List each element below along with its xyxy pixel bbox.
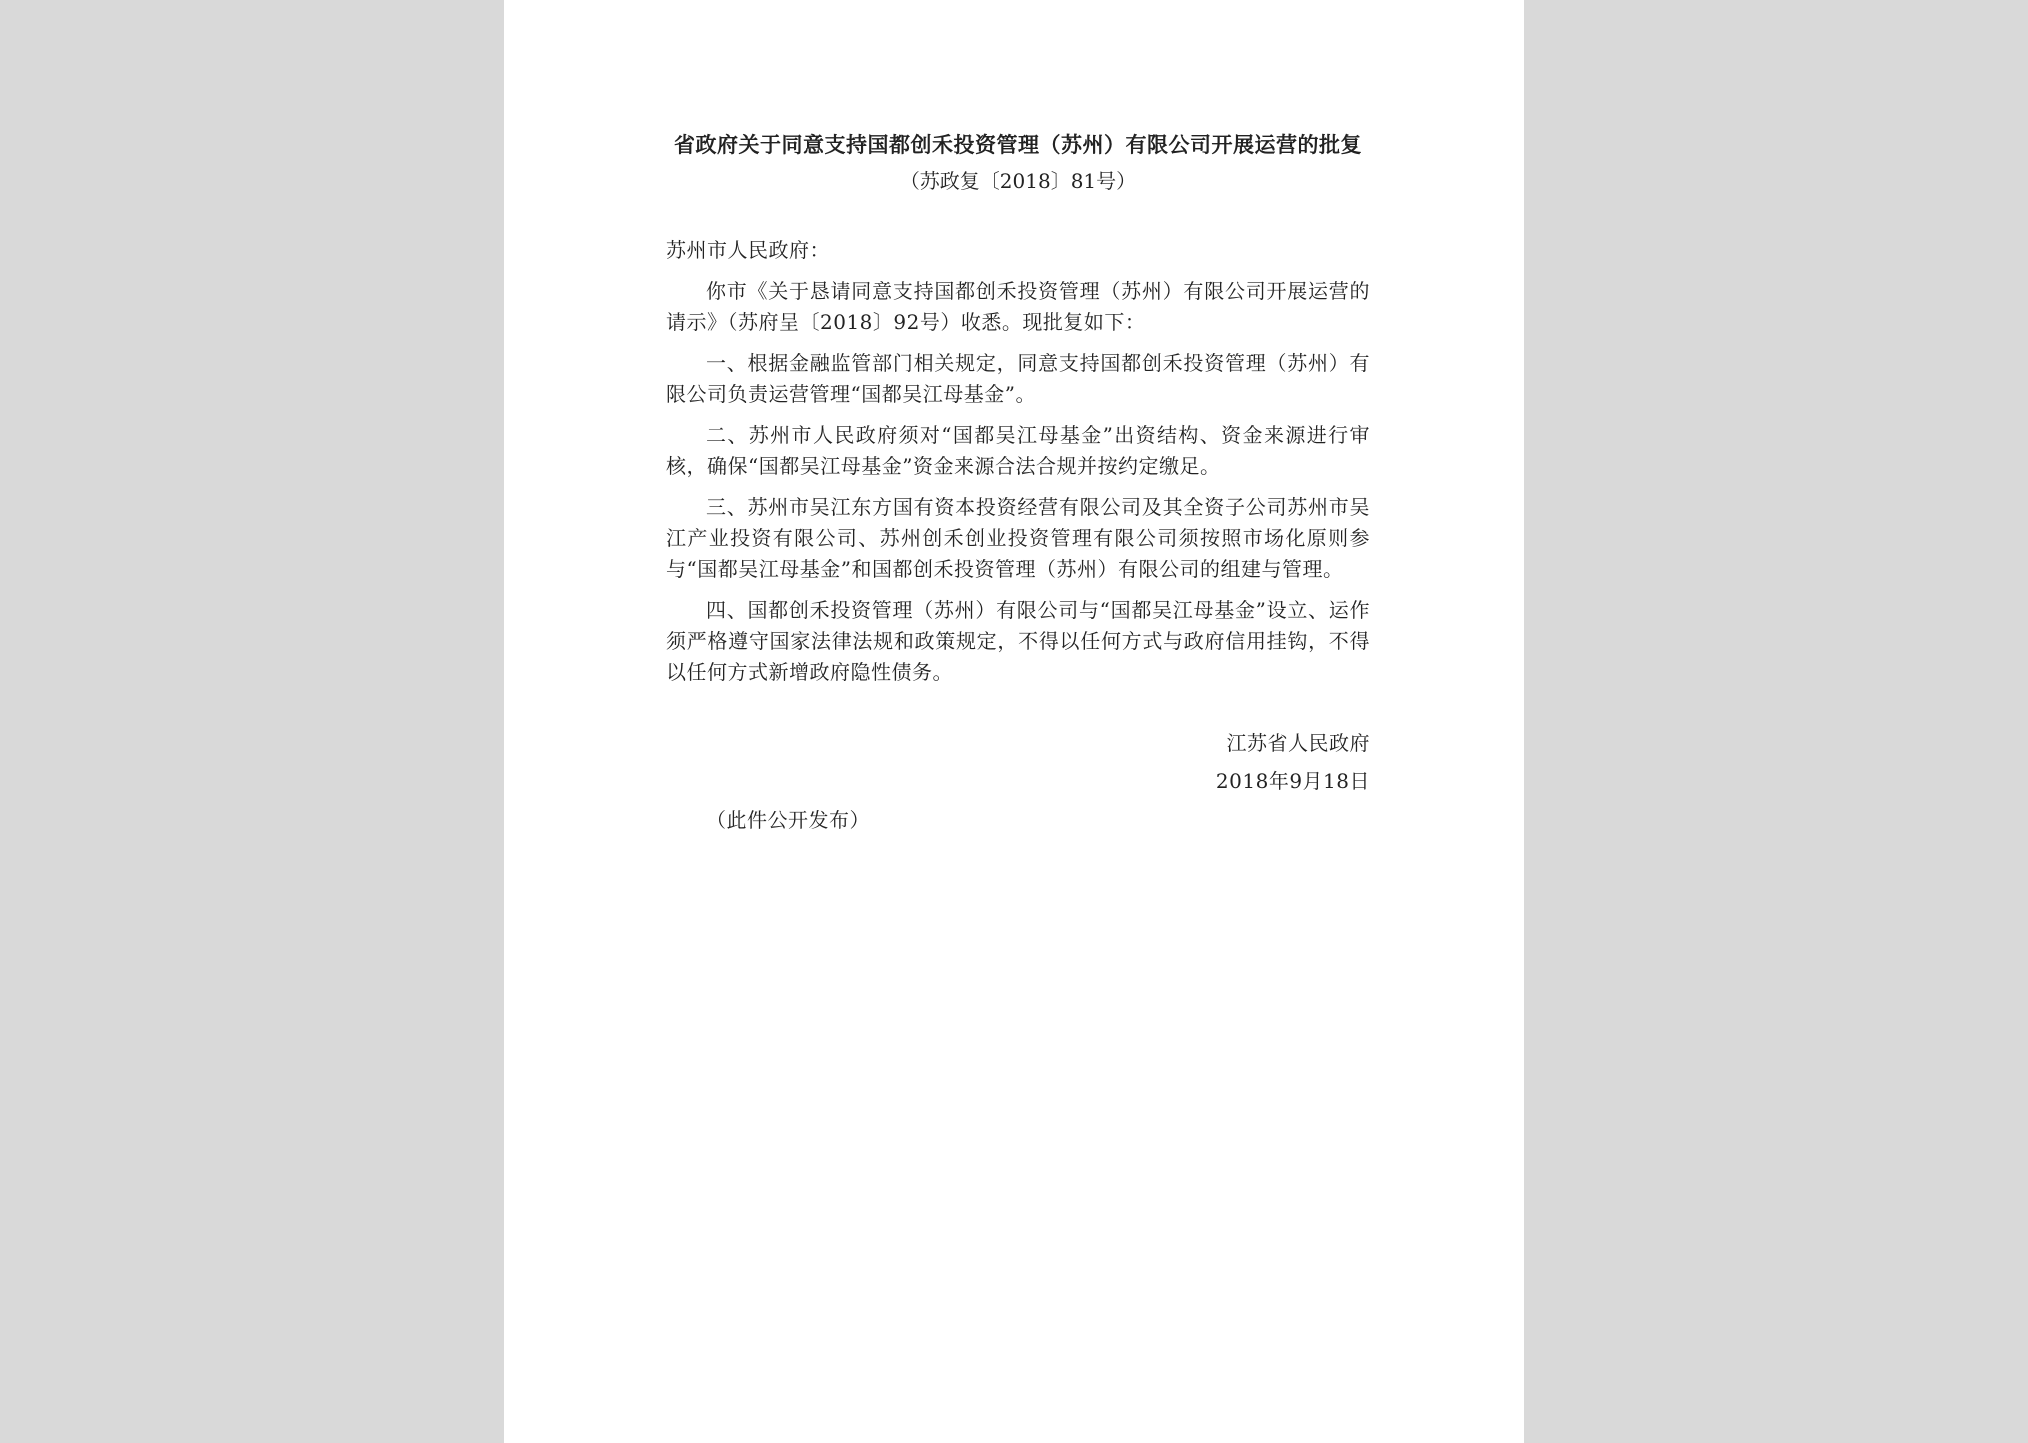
document-title: 省政府关于同意支持国都创禾投资管理（苏州）有限公司开展运营的批复 xyxy=(674,133,1362,157)
document-content xyxy=(666,130,1370,836)
paragraph-item-2: 二、苏州市人民政府须对“国都吴江母基金”出资结构、资金来源进行审核，确保“国都吴江母基金”资金来源合法合规并按约定缴足。 xyxy=(666,423,1370,478)
document-number: （苏政复〔2018〕81号） xyxy=(899,169,1137,193)
issuer-name: 江苏省人民政府 xyxy=(1226,731,1370,755)
paragraph-item-4: 四、国都创禾投资管理（苏州）有限公司与“国都吴江母基金”设立、运作须严格遵守国家法律法规和政策规定，不得以任何方式与政府信用挂钩，不得以任何方式新增政府隐性债务。 xyxy=(666,598,1370,684)
publication-note: （此件公开发布） xyxy=(706,808,870,832)
signature-block xyxy=(666,724,1370,800)
addressee: 苏州市人民政府： xyxy=(666,238,830,262)
issue-date: 2018年9月18日 xyxy=(1215,769,1370,793)
paragraph-intro: 你市《关于恳请同意支持国都创禾投资管理（苏州）有限公司开展运营的请示》（苏府呈〔2018〕92号）收悉。现批复如下： xyxy=(666,279,1370,334)
paragraph-item-3: 三、苏州市吴江东方国有资本投资经营有限公司及其全资子公司苏州市吴江产业投资有限公司、苏州创禾创业投资管理有限公司须按照市场化原则参与“国都吴江母基金”和国都创禾投资管理（苏州）有限公司的组建与管理。 xyxy=(666,495,1370,581)
document-page xyxy=(504,0,1524,1443)
paragraph-item-1: 一、根据金融监管部门相关规定，同意支持国都创禾投资管理（苏州）有限公司负责运营管理“国都吴江母基金”。 xyxy=(666,351,1370,406)
